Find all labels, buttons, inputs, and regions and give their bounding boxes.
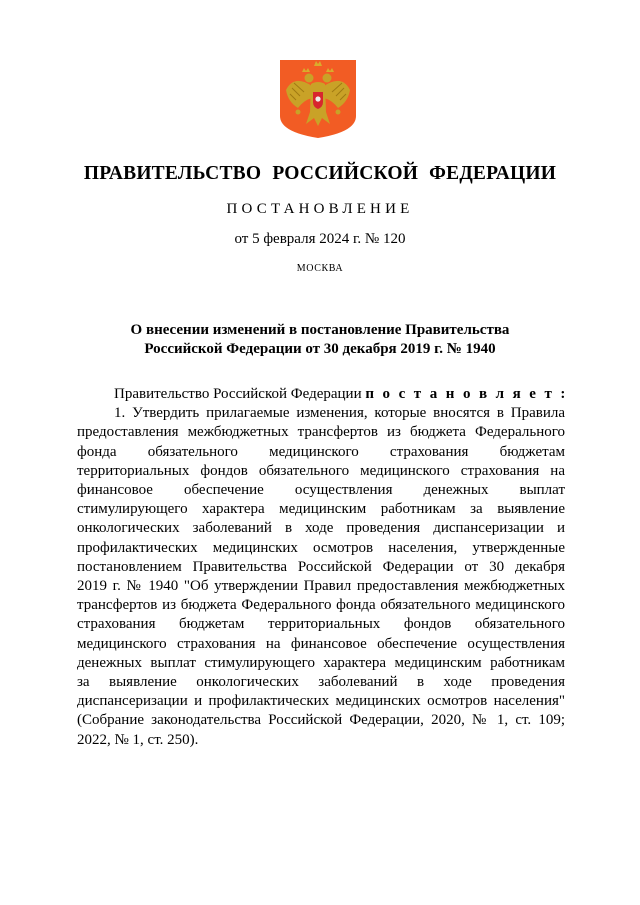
preamble-text: Правительство Российской Федерации (114, 386, 366, 402)
paragraph-line: 2019 г. № 1940 "Об утверждении Правил предоставления межбюджетных (77, 578, 565, 595)
subject-line-1: О внесении изменений в постановление Правительства (130, 322, 510, 338)
paragraph-line: страхования бюджетам территориальных фондов обязательного (77, 616, 565, 633)
paragraph-line: трансфертов из бюджета Федерального фонда обязательного медицинского (77, 597, 565, 614)
paragraph-line: диспансеризации и профилактических медицинских осмотров населения" (77, 693, 565, 710)
paragraph-line: территориальных фондов обязательного медицинского страхования на (77, 462, 565, 479)
subject-line-2: Российской Федерации от 30 декабря 2019 г. № 1940 (144, 341, 496, 357)
government-title: ПРАВИТЕЛЬСТВО РОССИЙСКОЙ ФЕДЕРАЦИИ (83, 163, 557, 184)
paragraph-line: 2022, № 1, ст. 250). (77, 731, 199, 748)
paragraph-line: онкологических заболеваний в ходе проведения диспансеризации и (77, 520, 565, 537)
paragraph-line: стимулирующего характера медицинским работникам за выявление (77, 501, 565, 518)
paragraph-line: финансовое обеспечение осуществления денежных выплат (77, 482, 565, 499)
paragraph-line: медицинского страхования на финансовое обеспечение осуществления (77, 635, 565, 652)
paragraph-line: фонда обязательного медицинского страхования бюджетам (77, 443, 565, 460)
document-date-number: от 5 февраля 2024 г. № 120 (234, 231, 406, 247)
document-body (77, 385, 568, 750)
item-1-paragraph (77, 404, 565, 750)
document-city: МОСКВА (296, 263, 344, 274)
paragraph-line: профилактических медицинских осмотров населения, утвержденные (77, 539, 565, 556)
coat-of-arms-icon (276, 56, 360, 140)
paragraph-line: предоставления межбюджетных трансфертов из бюджета Федерального (77, 424, 565, 441)
paragraph-line: (Собрание законодательства Российской Федерации, 2020, № 1, ст. 109; (77, 712, 565, 729)
paragraph-line: 1. Утвердить прилагаемые изменения, которые вносятся в Правила (114, 405, 565, 422)
document-subject (0, 321, 640, 359)
paragraph-line: постановлением Правительства Российской Федерации от 30 декабря (77, 558, 565, 575)
document-type: ПОСТАНОВЛЕНИЕ (226, 201, 414, 217)
preamble (77, 385, 568, 404)
paragraph-line: за выявление онкологических заболеваний в ходе проведения (77, 674, 565, 691)
decree-word: п о с т а н о в л я е т : (365, 386, 568, 402)
paragraph-line: денежных выплат стимулирующего характера медицинским работникам (77, 654, 565, 671)
